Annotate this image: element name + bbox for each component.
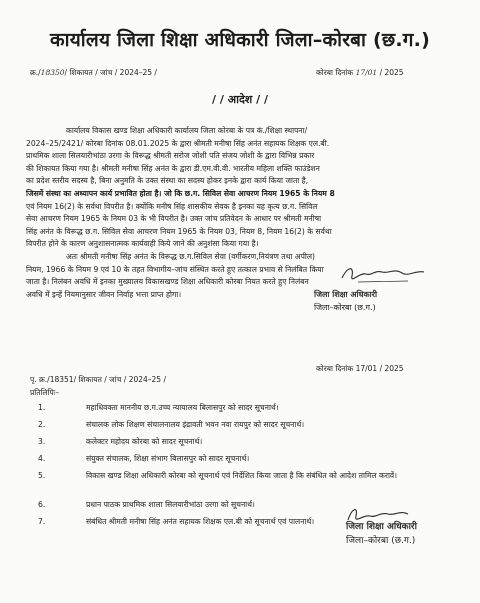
item-number: 7.: [38, 517, 46, 526]
date-year: / 2025: [379, 68, 404, 77]
body-line: की शिकायत किया गया है। श्रीमती मनीषा सिंह अनंत के द्वारा डी.एम.वी.वी. भारतीय महिला शक्ति फाउंडेशन: [26, 163, 320, 173]
order-date: [316, 68, 404, 78]
item-text: विकास खण्ड शिक्षा अधिकारी कोरबा को सूचनार्थ एवं निर्देशित किया जाता है कि संबंधित को आदेश तामिल करावें।: [86, 471, 398, 480]
body-line: नियम, 1966 के नियम 9 एवं 10 के तहत विभागीय–जांच संस्थित करते हुए तत्काल प्रभाव से निलंबित किया: [26, 264, 324, 274]
body-line: जाता है। निलंबन अवधि में इनका मुख्यालय विकासखण्ड शिक्षा अधिकारी कोरबा नियत करते हुए निलंबन: [26, 277, 309, 287]
date-value: 17/01: [355, 364, 378, 373]
item-number: 2.: [38, 420, 46, 429]
list-item: [38, 453, 458, 470]
ref-suffix: / शिकायत / जांच / 2024–25 /: [73, 375, 166, 384]
body-line: कार्यालय विकास खण्ड शिक्षा अधिकारी कार्यालय जिला कोरबा के पत्र कं./शिक्षा स्थापना/: [66, 126, 308, 135]
body-line: का प्रदेश स्तरीय सदस्य है, बिना अनुमति के उक्त संस्था का सदस्य होकर इनके द्वारा कार्य किया जाता है,: [26, 176, 309, 186]
ref-suffix: / शिकायत / जांच / 2024–25 /: [64, 68, 157, 77]
item-number: 5.: [38, 471, 46, 480]
body-line: 2024–25/2421/ कोरबा दिनांक 08.01.2025 के द्वारा श्रीमती मनीषा सिंह अनंत सहायक शिक्षक एल.बी.: [26, 138, 330, 148]
item-number: 6.: [38, 500, 46, 509]
ref-number: 18350: [40, 68, 65, 77]
ref-number: 18351: [49, 375, 74, 384]
body-line: विपरीत होने के कारण अनुशासनात्मक कार्यवाही किये जाने की अनुशंसा किया गया है।: [26, 239, 259, 249]
body-line: प्राथमिक शाला सिलयारीभांठा उरगा के विरूद्ध श्रीमती सरोज जोशी पति संजय जोशी के द्वारा विभिन्न प्रकार: [26, 151, 315, 161]
date-year: / 2025: [379, 364, 404, 373]
signature-block-1: [314, 288, 377, 314]
endorsement-reference: [30, 375, 166, 385]
order-reference: [30, 68, 157, 78]
signature-block-2: [346, 520, 417, 548]
endorsement-date: [316, 364, 404, 374]
item-text: कलेक्टर महोदय कोरबा को सादर सूचनार्थ।: [86, 437, 203, 446]
list-item: [38, 402, 458, 419]
body-line: अवधि में इन्हें नियमानुसार जीवन निर्वाह भत्ता प्राप्त होगा।: [26, 289, 182, 299]
signatory-title: जिला शिक्षा अधिकारी: [346, 522, 417, 532]
item-text: संबंधित श्रीमती मनीषा सिंह अनंत सहायक शिक्षक एल.बी को सूचनार्थ एवं पालनार्थ।: [86, 517, 315, 526]
office-title: कार्यालय जिला शिक्षा अधिकारी जिला–कोरबा (छ.ग.): [50, 29, 430, 51]
item-text: संयुक्त संचालक, शिक्षा संभाग बिलासपुर को सादर सूचनार्थ।: [86, 454, 250, 463]
item-number: 3.: [38, 437, 46, 446]
body-line: सिंह अनंत के विरूद्ध छ.ग. सिविल सेवा आचरण नियम 1965 के नियम 03, नियम 8, नियम 16(2) के सर्वथा: [26, 226, 332, 236]
body-line: एवं नियम 16(2) के सर्वथा विपरीत है। क्योंकि मनीष सिंह शासकीय सेवक है इनका यह कृत्य छ.ग. सिविल: [26, 201, 318, 211]
order-heading: / / आदेश / /: [212, 93, 268, 106]
signatory-title: जिला शिक्षा अधिकारी: [314, 290, 378, 299]
list-item: [38, 436, 458, 453]
body-line: सेवा आचरण नियम 1965 के नियम 03 के भी विपरीत है। उक्त जांच प्रतिवेदन के आधार पर श्रीमती मनीषा: [26, 214, 322, 224]
signatory-district: जिला–कोरबा (छ.ग.): [346, 536, 416, 546]
signatory-district: जिला–कोरबा (छ.ग.): [314, 303, 376, 312]
date-label: कोरबा दिनांक: [316, 68, 354, 77]
copy-to-label: प्रतिलिपिः–: [30, 388, 59, 397]
ref-prefix: क्र./: [30, 68, 41, 77]
body-line: जिसमें संस्था का अध्यापन कार्य प्रभावित होता है। जो कि छ.ग. सिविल सेवा आचरण नियम 1965 के नियम 8: [26, 188, 335, 198]
list-item: [38, 470, 458, 499]
item-text: महाधिवक्ता माननीय छ.ग.उच्च न्यायालय बिलासपुर को सादर सूचनार्थ।: [86, 403, 279, 412]
date-value: 17/01: [355, 68, 378, 77]
date-label: कोरबा दिनांक: [316, 364, 354, 373]
list-item: [38, 419, 458, 436]
item-number: 4.: [38, 454, 46, 463]
ref-prefix: पृ. क्र./: [30, 375, 50, 384]
signature-1-image: [338, 264, 448, 286]
item-number: 1.: [38, 403, 46, 412]
item-text: संचालक लोक शिक्षण संचालनालय इंद्रावती भवन नवा रायपुर को सादर सूचनार्थ।: [86, 420, 305, 429]
item-text: प्रधान पाठक प्राथमिक शाला सिलयारीभांठा उरगा को सूचनार्थ।: [86, 500, 255, 509]
body-line: अतः श्रीमती मनीषा सिंह अनंत के विरूद्ध छ.ग.सिविल सेवा (वर्गीकरण,नियंत्रण तथा अपील): [66, 251, 315, 261]
